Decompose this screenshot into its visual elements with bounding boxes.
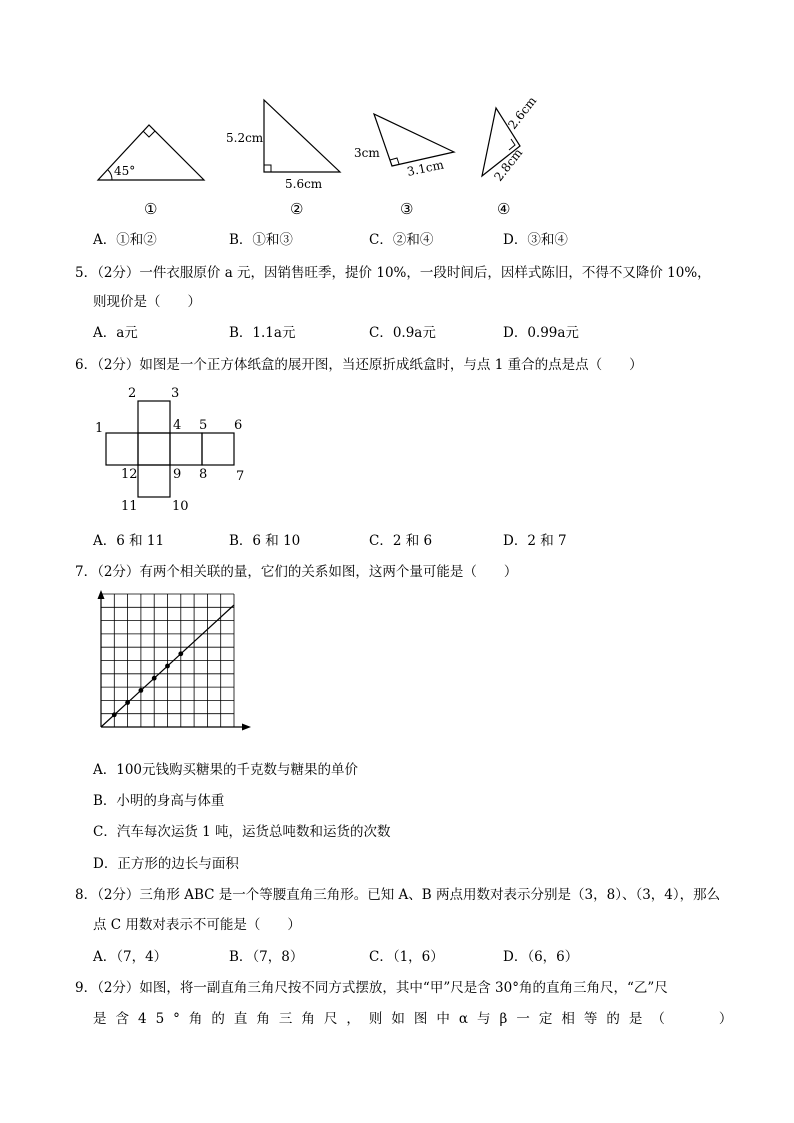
option-d[interactable]: D．0.99a元	[503, 325, 579, 341]
question-7-text: 7．（2分）有两个相关联的量，它们的关系如图，这两个量可能是（ ）	[75, 564, 518, 580]
option-a[interactable]: A．100元钱购买糖果的千克数与糖果的单价	[93, 762, 359, 778]
question-9-text: 9．（2分）如图，将一副直角三角尺按不同方式摆放，其中“甲”尺是含 30°角的直角三角尺，“乙”尺	[75, 980, 668, 996]
point-label: 7	[236, 469, 245, 484]
triangle-3	[354, 114, 454, 179]
side-label: 5.2cm	[226, 131, 264, 145]
question-5-text: 5．（2分）一件衣服原价 a 元，因销售旺季，提价 10%，一段时间后，因样式陈旧，不得不又降价 10%，	[75, 265, 711, 281]
option-a[interactable]: A．6 和 11	[93, 533, 165, 549]
option-c[interactable]: C．汽车每次运货 1 吨，运货总吨数和运货的次数	[93, 824, 391, 840]
side-label: 3.1cm	[405, 157, 445, 179]
point-label: 4	[173, 418, 182, 433]
q4-figures	[0, 90, 794, 220]
point-label: 3	[171, 386, 180, 401]
cube-net-figure	[85, 380, 265, 515]
point-label: 9	[173, 467, 182, 482]
point-label: 6	[234, 418, 243, 433]
point-label: 5	[199, 418, 208, 433]
side-label: 2.8cm	[491, 145, 526, 184]
relationship-graph	[88, 588, 258, 743]
question-5-text-2: 则现价是（ ）	[93, 294, 201, 310]
option-a[interactable]: A．①和②	[93, 232, 157, 248]
point-label: 11	[121, 499, 138, 514]
side-label: 2.6cm	[505, 93, 540, 132]
question-6-text: 6．（2分）如图是一个正方体纸盒的展开图，当还原折成纸盒时，与点 1 重合的点是点（ ）	[75, 357, 643, 373]
option-a[interactable]: A．（7，4）	[93, 949, 168, 965]
triangle-2	[226, 100, 340, 191]
point-label: 12	[121, 467, 138, 482]
option-b[interactable]: B．6 和 10	[229, 533, 301, 549]
option-a[interactable]: A．a元	[93, 325, 138, 341]
question-8-text: 8．（2分）三角形 ABC 是一个等腰直角三角形。已知 A、B 两点用数对表示分别是（3，8）、（3，4），那么	[75, 887, 721, 903]
option-d[interactable]: D．③和④	[503, 232, 568, 248]
option-b[interactable]: B．（7，8）	[229, 949, 304, 965]
question-9-text-2: 是含45°角的直角三角尺，则如图中α与β一定相等的是（ ）	[93, 1011, 742, 1027]
point-label: 10	[172, 499, 189, 514]
figure-number: ②	[290, 200, 304, 218]
option-b[interactable]: B．1.1a元	[229, 325, 296, 341]
side-label: 3cm	[354, 146, 380, 160]
angle-label: 45°	[114, 164, 136, 178]
side-label: 5.6cm	[285, 177, 323, 191]
option-b[interactable]: B．小明的身高与体重	[93, 793, 225, 809]
triangle-4	[482, 93, 540, 183]
option-c[interactable]: C．（1，6）	[369, 949, 444, 965]
point-label: 8	[199, 467, 208, 482]
option-c[interactable]: C．2 和 6	[369, 533, 433, 549]
point-label: 2	[128, 386, 137, 401]
figure-number: ④	[497, 200, 511, 218]
option-d[interactable]: D．2 和 7	[503, 533, 567, 549]
option-d[interactable]: D．（6，6）	[503, 949, 579, 965]
point-label: 1	[95, 421, 104, 436]
option-d[interactable]: D．正方形的边长与面积	[93, 856, 239, 872]
triangle-1	[98, 125, 204, 180]
figure-number: ③	[400, 200, 414, 218]
figure-number: ①	[144, 200, 158, 218]
question-8-text-2: 点 C 用数对表示不可能是（ ）	[93, 917, 301, 933]
option-c[interactable]: C．②和④	[369, 232, 434, 248]
option-b[interactable]: B．①和③	[229, 232, 293, 248]
option-c[interactable]: C．0.9a元	[369, 325, 436, 341]
